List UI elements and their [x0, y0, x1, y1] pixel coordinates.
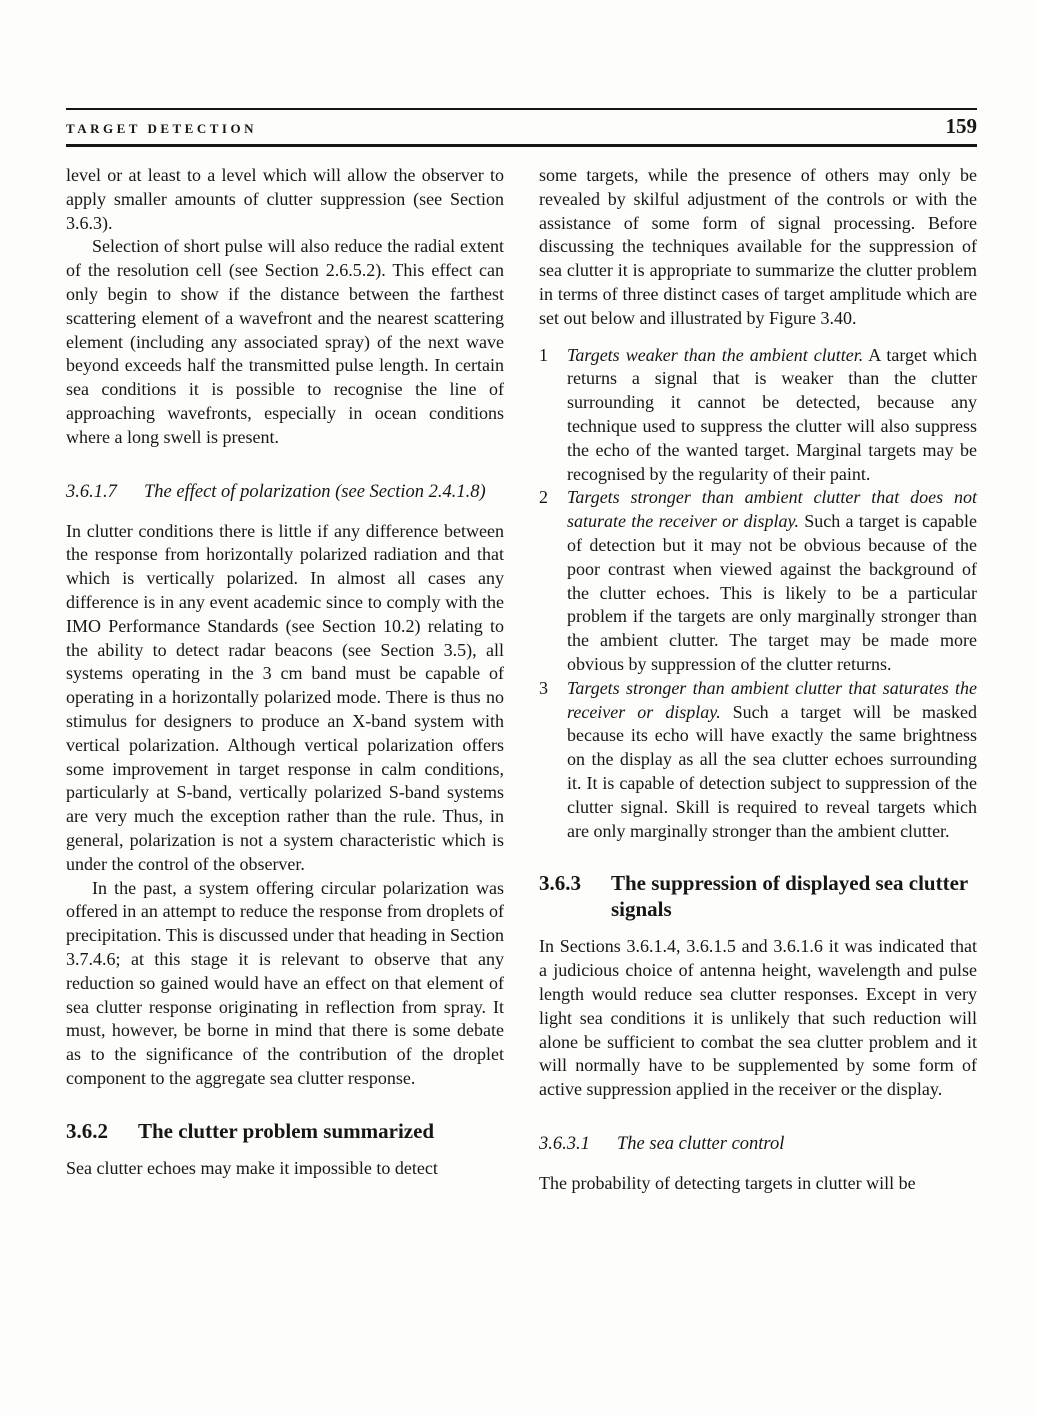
list-item-lead: Targets stronger than ambient clutter that does not saturate the receiver or display. — [567, 487, 977, 532]
section-title: The suppression of displayed sea clutter signals — [611, 871, 968, 922]
section-number: 3.6.3 — [539, 871, 581, 896]
paragraph: In Sections 3.6.1.4, 3.6.1.5 and 3.6.1.6 it was indicated that a judicious choice of antenna height, wavelength and pulse length would reduce sea clutter responses. Except in very light sea conditions it is unlikely that such reduction will alone be sufficient to combat the sea clutter problem and it will normally have to be supplemented by some form of active suppression applied in the receiver or the display. — [539, 936, 977, 1100]
running-header — [66, 108, 977, 147]
page-number: 159 — [945, 114, 977, 138]
subsection-heading — [539, 1132, 977, 1156]
list-item — [539, 677, 977, 844]
list-item — [539, 344, 977, 487]
text-columns — [66, 164, 977, 1196]
paragraph: some targets, while the presence of others may only be revealed by skilful adjustment of the controls or with the assistance of some form of signal processing. Before discussing the techniques available for the suppression of sea clutter it is appropriate to summarize the clutter problem in terms of three distinct cases of target amplitude which are set out below and illustrated by Figure 3.40. — [539, 165, 977, 328]
section-heading — [66, 1118, 504, 1144]
list-item-text: Targets weaker than the ambient clutter. A target which returns a signal that is weaker than the clutter surrounding it cannot be detected, because any technique used to suppress the clutter will also suppress the echo of the wanted target. Marginal targets may be recognised by the regularity of their paint. — [567, 344, 977, 484]
paragraph: level or at least to a level which will allow the observer to apply smaller amounts of clutter suppression (see Section 3.6.3). — [66, 165, 504, 233]
section-number: 3.6.2 — [66, 1118, 108, 1143]
list-item-lead: Targets weaker than the ambient clutter. — [567, 344, 864, 365]
section-title: The sea clutter control — [617, 1133, 785, 1154]
subsection-heading — [66, 480, 504, 504]
section-heading — [539, 870, 977, 922]
paragraph: In the past, a system offering circular polarization was offered in an attempt to reduce the response from droplets of precipitation. This is discussed under that heading in Section 3.7.4.6; at this stage it is relevant to observe that any reduction so gained would have an effect on that element of sea clutter response originating in reflection from spray. It must, however, be borne in mind that there is some debate as to the significance of the contribution of the droplet component to the aggregate sea clutter response. — [66, 877, 504, 1088]
running-header-title: TARGET DETECTION — [66, 121, 257, 136]
section-title: The effect of polarization (see Section 2.4.1.8) — [144, 481, 486, 502]
paragraph: Selection of short pulse will also reduce the radial extent of the resolution cell (see Section 2.6.5.2). This effect can only begin to show if the distance between the farthest scattering element of a wavefront and the nearest scattering element (including any associated spray) of the next wave beyond exceeds half the transmitted pulse length. In certain sea conditions it is possible to recognise the line of approaching wavefronts, especially in ocean conditions where a long swell is present. — [66, 236, 504, 447]
paragraph: The probability of detecting targets in clutter will be — [539, 1172, 916, 1193]
paragraph: Sea clutter echoes may make it impossible to detect — [66, 1157, 438, 1178]
list-item — [539, 486, 977, 676]
section-number: 3.6.3.1 — [539, 1133, 590, 1154]
left-column — [66, 164, 504, 1196]
list-item-text: Targets stronger than ambient clutter that saturates the receiver or display. Such a target will be masked because its echo will have exactly the same brightness on the display as all the sea clutter echoes surrounding it. It is capable of detection subject to suppression of the clutter signal. Skill is required to reveal targets which are only marginally stronger than the ambient clutter. — [567, 677, 978, 841]
list-item-lead: Targets stronger than ambient clutter that saturates the receiver or display. — [567, 677, 977, 722]
list-item-number: 3 — [539, 677, 548, 698]
right-column — [539, 164, 977, 1196]
section-number: 3.6.1.7 — [66, 481, 117, 502]
list-item-number: 2 — [539, 487, 548, 508]
list-item-number: 1 — [539, 344, 548, 365]
paragraph: In clutter conditions there is little if any difference between the response from horizontally polarized radiation and that which is vertically polarized. In almost all cases any difference is in any event academic since to comply with the IMO Performance Standards (see Section 10.2) relating to the ability to detect radar beacons (see Section 3.5), all systems operating in the 3 cm band must be capable of operating in a horizontally polarized mode. There is thus no stimulus for designers to produce an X-band system with vertical polarization. Although vertical polarization offers some improvement in target response in calm conditions, particularly at S-band, vertically polarized S-band systems are very much the exception rather than the rule. Thus, in general, polarization is not a system characteristic which is under the control of the observer. — [66, 520, 504, 874]
list-item-text: Targets stronger than ambient clutter that does not saturate the receiver or display. Such a target is capable of detection but it may not be obvious because of the poor contrast when viewed against the background of the clutter echoes. This is likely to be a particular problem if the targets are only marginally stronger than the ambient clutter. The target may be made more obvious by suppression of the clutter returns. — [567, 487, 977, 674]
section-title: The clutter problem summarized — [138, 1118, 435, 1143]
